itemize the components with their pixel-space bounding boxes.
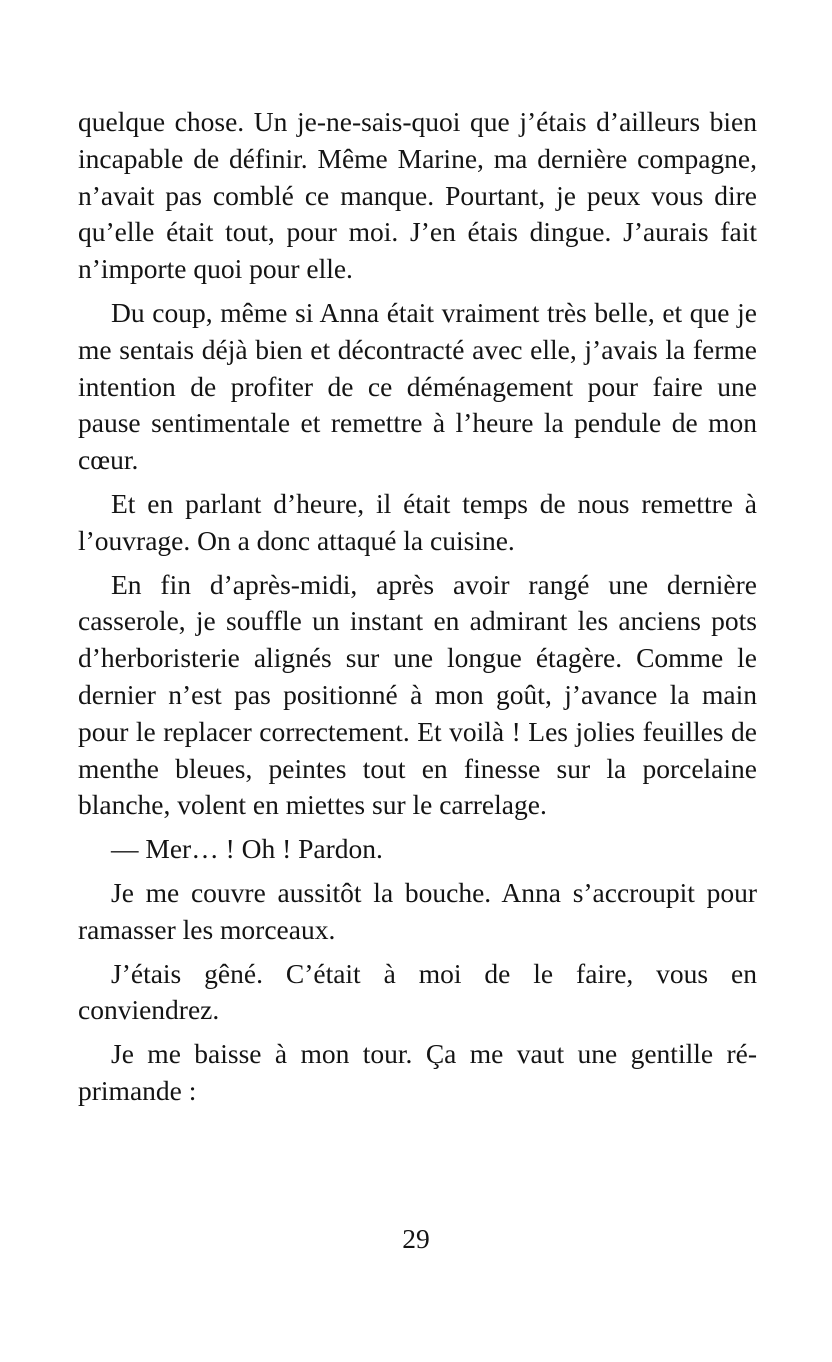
paragraph-3: Et en parlant d’heure, il était temps de nous remettre à l’ouvrage. On a donc attaqué la cuisine.	[78, 487, 757, 556]
page-number: 29	[402, 1223, 430, 1254]
body-text	[78, 104, 757, 1117]
paragraph-7: J’étais gêné. C’était à moi de le faire, vous en conviendrez.	[78, 957, 757, 1026]
dialogue-line: — Mer… ! Oh ! Pardon.	[111, 833, 383, 865]
paragraph-8: Je me baisse à mon tour. Ça me vaut une gentille réprimande :	[78, 1038, 757, 1106]
paragraph-2: Du coup, même si Anna était vraiment très belle, et que je me sentais déjà bien et décontracté avec elle, j’avais la ferme intention de profiter de ce déménagement pour faire une pause sentimentale et remettre à l’heure la pendule de mon cœur.	[78, 296, 757, 476]
paragraph-4: En fin d’après-midi, après avoir rangé une dernière casserole, je souffle un instant en admirant les anciens pots d’herboristerie alignés sur une longue étagère. Comme le dernier n’est pas positionné à mon goût, j’avance la main pour le replacer correctement. Et voilà ! Les jolies feuilles de menthe bleues, peintes tout en finesse sur la porcelaine blanche, volent en miettes sur le carrelage.	[78, 568, 757, 821]
paragraph-1: quelque chose. Un je-ne-sais-quoi que j’étais d’ailleurs bien incapable de définir. Même Marine, ma dernière compagne, n’avait pas comblé ce manque. Pourtant, je peux vous dire qu’elle était tout, pour moi. J’en étais dingue. J’aurais fait n’importe quoi pour elle.	[78, 106, 757, 285]
paragraph-6: Je me couvre aussitôt la bouche. Anna s’accroupit pour ramasser les morceaux.	[78, 876, 757, 945]
